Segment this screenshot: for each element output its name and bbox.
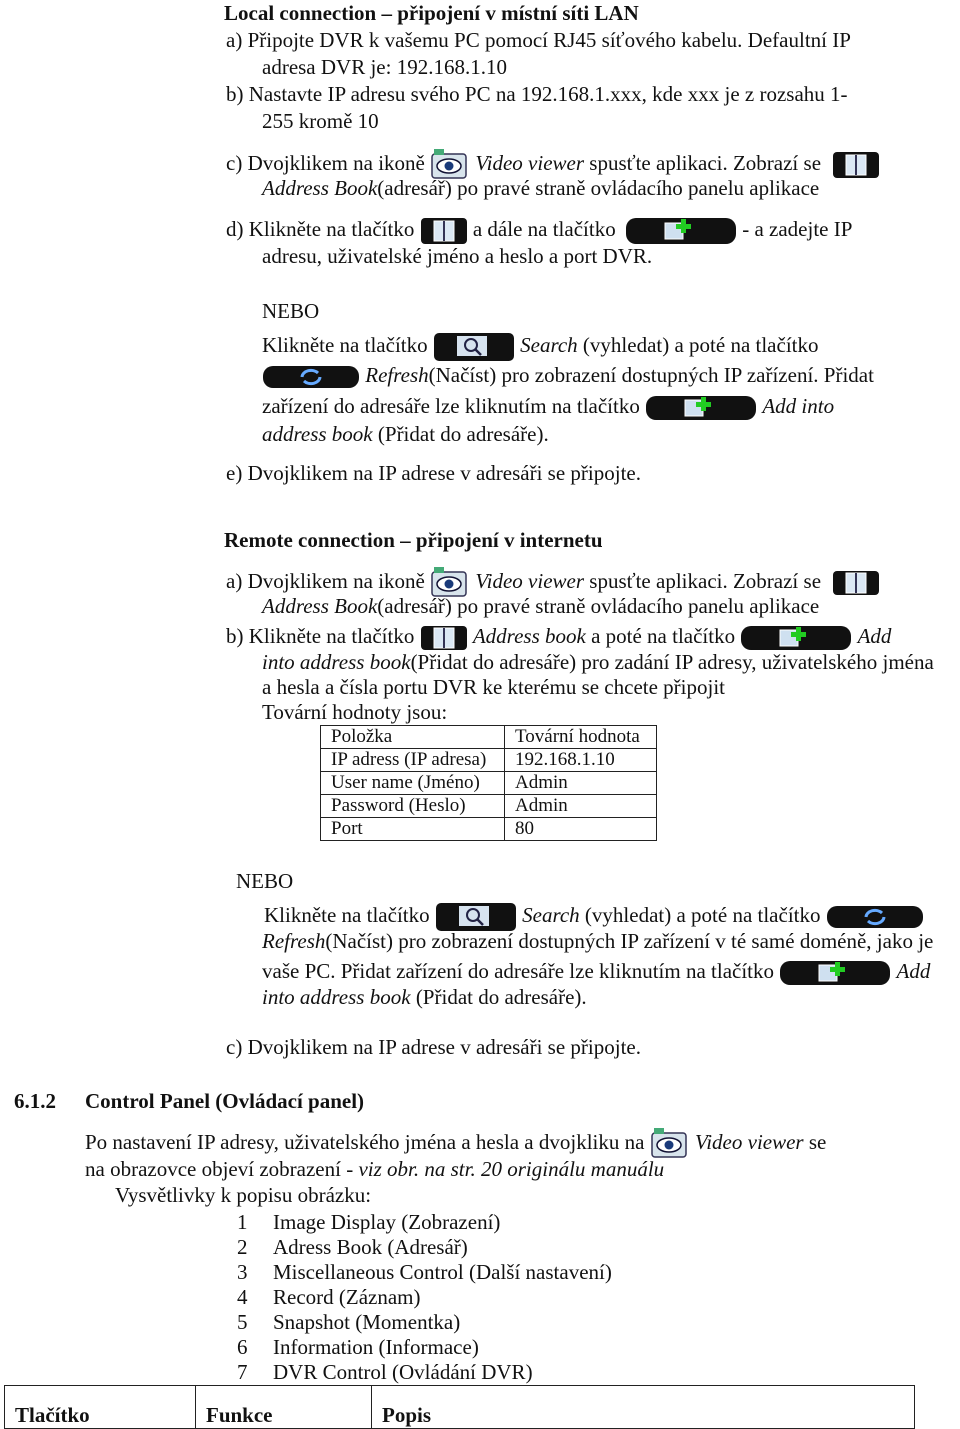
- text: Add: [896, 959, 931, 983]
- legend-item: [237, 1309, 461, 1335]
- address-book-icon[interactable]: [832, 570, 880, 596]
- table-header-cell: Položka: [321, 726, 505, 749]
- local-d-line2: adresu, uživatelské jméno a heslo a port DVR.: [262, 244, 653, 268]
- table-header-row: [321, 726, 657, 749]
- address-book-button[interactable]: [420, 625, 468, 651]
- text: c) Dvojklikem na ikoně: [226, 150, 425, 175]
- add-into-address-book-button[interactable]: [740, 625, 852, 651]
- legend-num: 4: [237, 1285, 248, 1309]
- text: se: [808, 1129, 827, 1154]
- legend-text: Snapshot (Momentka): [273, 1310, 461, 1334]
- remote-a-line2: [262, 593, 819, 619]
- remote-heading: Remote connection – připojení v internetu: [224, 528, 603, 552]
- remote-search-line4: [262, 984, 587, 1010]
- table-cell: Admin: [505, 772, 657, 795]
- text: Add into: [762, 394, 835, 418]
- remote-search-line2: [262, 928, 933, 954]
- table-cell: Admin: [505, 795, 657, 818]
- remote-b-line4: Tovární hodnoty jsou:: [262, 700, 448, 724]
- text: Search: [520, 333, 578, 357]
- text: viz obr. na str. 20 originálu manuálu: [358, 1157, 665, 1181]
- text: Add: [857, 624, 892, 648]
- text: (vyhledat) a poté na tlačítko: [582, 333, 819, 357]
- text: b) Klikněte na tlačítko: [226, 624, 415, 648]
- legend-item: [237, 1359, 533, 1385]
- local-a-line1: a) Připojte DVR k vašemu PC pomocí RJ45 síťového kabelu. Defaultní IP: [226, 28, 851, 52]
- local-nebo: NEBO: [262, 299, 320, 323]
- section-number: 6.1.2: [14, 1089, 56, 1113]
- legend-text: Information (Informace): [273, 1335, 479, 1359]
- text: into address book: [262, 985, 411, 1009]
- text: a dále na tlačítko: [472, 217, 616, 241]
- table-row: [321, 772, 657, 795]
- table-cell: Port: [321, 818, 505, 841]
- local-d-line1: [226, 216, 852, 245]
- legend-num: 2: [237, 1235, 248, 1259]
- text: (Načíst) pro zobrazení dostupných IP zařízení v té samé doméně, jako je: [325, 929, 934, 953]
- remote-nebo: NEBO: [236, 869, 294, 893]
- legend-text: DVR Control (Ovládání DVR): [273, 1360, 533, 1384]
- text: Video viewer: [475, 568, 585, 593]
- text: (vyhledat) a poté na tlačítko: [584, 903, 821, 927]
- text: Klikněte na tlačítko: [262, 333, 428, 357]
- legend-item: [237, 1209, 501, 1235]
- remote-c: c) Dvojklikem na IP adrese v adresáři se připojte.: [226, 1035, 641, 1059]
- remote-search-line3: [262, 958, 930, 986]
- text: (Načíst) pro zobrazení dostupných IP zařízení. Přidat: [428, 363, 874, 387]
- remote-b-line3: a hesla a čísla portu DVR ke kterému se chcete připojit: [262, 675, 726, 699]
- text: Address book: [472, 624, 586, 648]
- legend-text: Miscellaneous Control (Další nastavení): [273, 1260, 612, 1284]
- text: Klikněte na tlačítko: [264, 903, 430, 927]
- text: (adresář) po pravé straně ovládacího panelu aplikace: [377, 176, 820, 200]
- add-into-address-book-button[interactable]: [779, 960, 891, 986]
- text: Address Book: [262, 176, 378, 200]
- text: Search: [522, 903, 580, 927]
- address-book-button[interactable]: [420, 217, 468, 245]
- legend-item: [237, 1334, 479, 1360]
- table-header-cell: Popis: [372, 1386, 915, 1429]
- refresh-button[interactable]: [262, 365, 360, 389]
- local-search-line1: [262, 332, 819, 362]
- legend-text: Image Display (Zobrazení): [273, 1210, 501, 1234]
- text: a poté na tlačítko: [591, 624, 736, 648]
- buttons-table: [4, 1385, 915, 1429]
- table-header-cell: Funkce: [196, 1386, 372, 1429]
- text: Refresh: [365, 363, 429, 387]
- text: address book: [262, 422, 373, 446]
- local-heading: Local connection – připojení v místní síti LAN: [224, 1, 639, 25]
- legend-num: 1: [237, 1210, 248, 1234]
- text: Video viewer: [475, 150, 585, 175]
- text: na obrazovce objeví zobrazení -: [85, 1157, 354, 1181]
- table-header-cell: Tovární hodnota: [505, 726, 657, 749]
- table-row: [321, 749, 657, 772]
- legend-item: [237, 1259, 612, 1285]
- table-cell: 192.168.1.10: [505, 749, 657, 772]
- address-book-icon[interactable]: [832, 151, 880, 179]
- text: spusťte aplikaci. Zobrazí se: [589, 568, 822, 593]
- local-e: e) Dvojklikem na IP adrese v adresáři se připojte.: [226, 461, 641, 485]
- legend-item: [237, 1284, 421, 1310]
- local-c-line2: [262, 175, 819, 201]
- local-b-line2: 255 kromě 10: [262, 109, 379, 133]
- text: Refresh: [262, 929, 326, 953]
- legend-num: 7: [237, 1360, 248, 1384]
- local-search-line4: [262, 421, 549, 447]
- remote-b-line1: [226, 623, 891, 651]
- text: a) Dvojklikem na ikoně: [226, 568, 425, 593]
- table-cell: User name (Jméno): [321, 772, 505, 795]
- text: vaše PC. Přidat zařízení do adresáře lze kliknutím na tlačítko: [262, 959, 774, 983]
- legend-num: 6: [237, 1335, 248, 1359]
- local-search-line3: [262, 393, 834, 421]
- local-a-line2: adresa DVR je: 192.168.1.10: [262, 55, 507, 79]
- text: (adresář) po pravé straně ovládacího panelu aplikace: [377, 594, 820, 618]
- table-row: [321, 818, 657, 841]
- text: (Přidat do adresáře) pro zadání IP adresy, uživatelského jména: [410, 650, 934, 674]
- table-header-row: [5, 1386, 915, 1429]
- legend-text: Record (Záznam): [273, 1285, 421, 1309]
- text: spusťte aplikaci. Zobrazí se: [589, 150, 822, 175]
- text: Address Book: [262, 594, 378, 618]
- text: (Přidat do adresáře).: [415, 985, 587, 1009]
- local-b-line1: b) Nastavte IP adresu svého PC na 192.168.1.xxx, kde xxx je z rozsahu 1-: [226, 82, 848, 106]
- table-cell: Password (Heslo): [321, 795, 505, 818]
- table-cell: 80: [505, 818, 657, 841]
- text: - a zadejte IP: [742, 217, 853, 241]
- legend-num: 5: [237, 1310, 248, 1334]
- section-title: Control Panel (Ovládací panel): [85, 1089, 365, 1113]
- table-header-cell: Tlačítko: [5, 1386, 196, 1429]
- text: Po nastavení IP adresy, uživatelského jména a hesla a dvojkliku na: [85, 1129, 645, 1154]
- text: (Přidat do adresáře).: [377, 422, 549, 446]
- local-search-line2: [262, 362, 874, 389]
- legend-item: [237, 1234, 468, 1260]
- legend-text: Adress Book (Adresář): [273, 1235, 468, 1259]
- add-into-address-book-button[interactable]: [645, 395, 757, 421]
- default-values-table: [320, 725, 657, 841]
- legend-num: 3: [237, 1260, 248, 1284]
- text: Video viewer: [694, 1129, 804, 1154]
- remote-b-line2: [262, 649, 934, 675]
- text: d) Klikněte na tlačítko: [226, 217, 415, 241]
- refresh-button[interactable]: [826, 905, 924, 929]
- section-p2: [85, 1156, 664, 1182]
- add-into-address-book-button[interactable]: [625, 217, 737, 245]
- legend-title: Vysvětlivky k popisu obrázku:: [115, 1183, 372, 1207]
- table-cell: IP adress (IP adresa): [321, 749, 505, 772]
- text: into address book: [262, 650, 411, 674]
- table-row: [321, 795, 657, 818]
- search-button[interactable]: [433, 332, 515, 362]
- text: zařízení do adresáře lze kliknutím na tlačítko: [262, 394, 640, 418]
